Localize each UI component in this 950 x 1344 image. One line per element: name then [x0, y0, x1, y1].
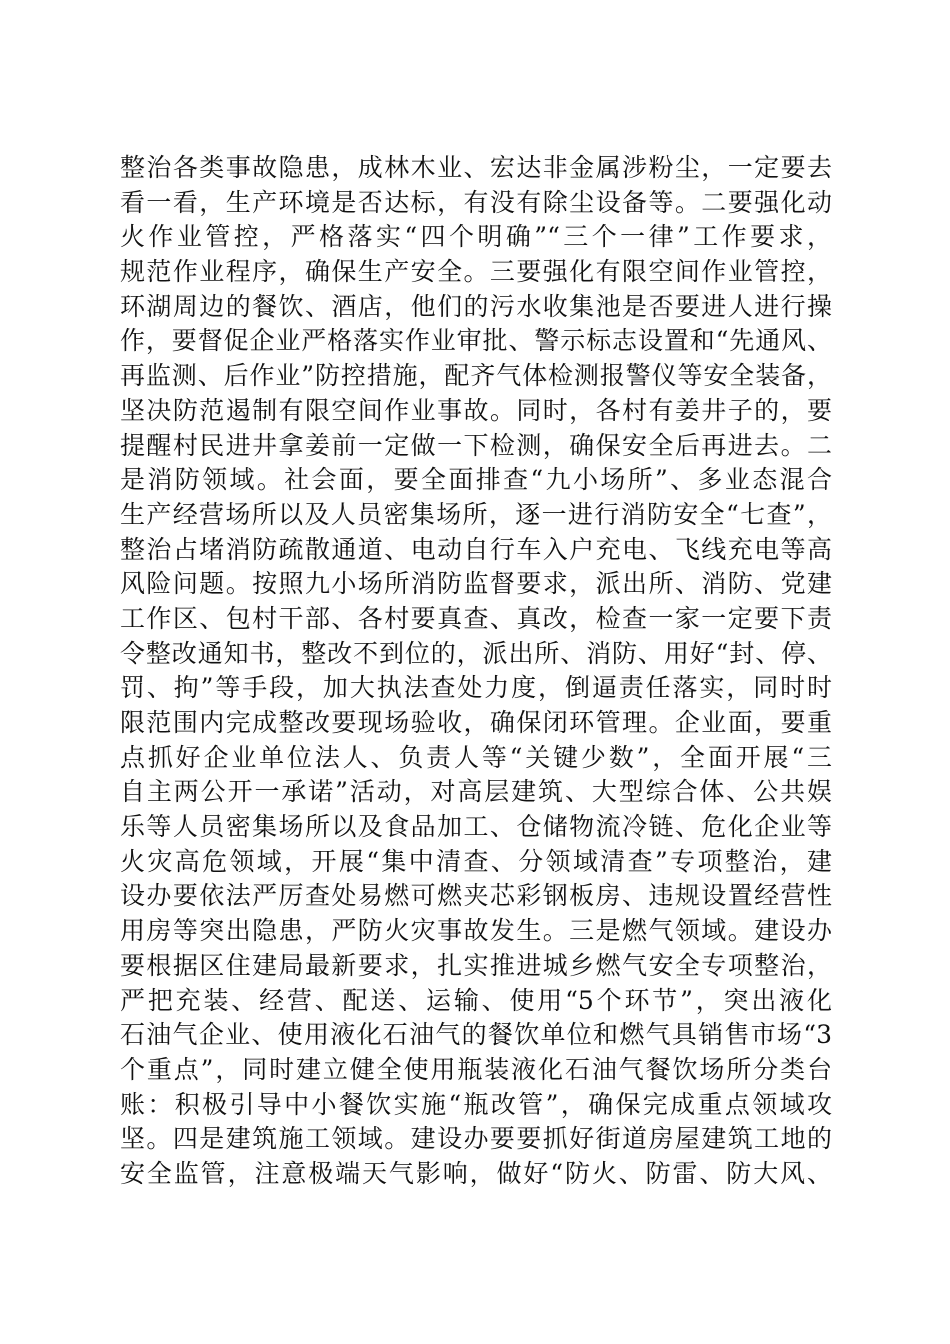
text-line: 规范作业程序，确保生产安全。三要强化有限空间作业管控， — [120, 257, 832, 287]
text-line: 看一看，生产环境是否达标，有没有除尘设备等。二要强化动 — [120, 187, 832, 217]
text-line: 账：积极引导中小餐饮实施“瓶改管”，确保完成重点领域攻 — [120, 1089, 832, 1119]
text-line: 要根据区住建局最新要求，扎实推进城乡燃气安全专项整治， — [120, 950, 832, 980]
text-line: 火作业管控，严格落实“四个明确”“三个一律”工作要求， — [120, 222, 832, 252]
text-line: 个重点”，同时建立健全使用瓶装液化石油气餐饮场所分类台 — [120, 1054, 832, 1084]
text-line: 生产经营场所以及人员密集场所，逐一进行消防安全“七查”， — [120, 499, 832, 529]
text-line: 是消防领域。社会面，要全面排查“九小场所”、多业态混合 — [120, 465, 832, 495]
text-line: 整治各类事故隐患，成林木业、宏达非金属涉粉尘，一定要去 — [120, 153, 832, 182]
body-text — [120, 151, 832, 1192]
text-line: 整治占堵消防疏散通道、电动自行车入户充电、飞线充电等高 — [120, 534, 832, 564]
text-line: 坚决防范遏制有限空间作业事故。同时，各村有姜井子的，要 — [120, 395, 832, 425]
text-line: 提醒村民进井拿姜前一定做一下检测，确保安全后再进去。二 — [120, 430, 832, 460]
text-line: 坚。四是建筑施工领域。建设办要要抓好街道房屋建筑工地的 — [120, 1124, 832, 1154]
text-line: 环湖周边的餐饮、酒店，他们的污水收集池是否要进人进行操 — [120, 291, 832, 321]
text-line: 罚、拘”等手段，加大执法查处力度，倒逼责任落实，同时时 — [120, 673, 832, 703]
text-line: 令整改通知书，整改不到位的，派出所、消防、用好“封、停、 — [120, 638, 832, 668]
text-line: 用房等突出隐患，严防火灾事故发生。三是燃气领域。建设办 — [120, 916, 832, 946]
text-line: 再监测、后作业”防控措施，配齐气体检测报警仪等安全装备， — [120, 361, 832, 391]
text-line: 工作区、包村干部、各村要真查、真改，检查一家一定要下责 — [120, 603, 832, 633]
text-line: 安全监管，注意极端天气影响，做好“防火、防雷、防大风、 — [120, 1158, 832, 1188]
text-line: 自主两公开一承诺”活动，对高层建筑、大型综合体、公共娱 — [120, 777, 832, 807]
text-line: 火灾高危领域，开展“集中清查、分领域清查”专项整治，建 — [120, 846, 832, 876]
text-line: 严把充装、经营、配送、运输、使用“5个环节”，突出液化 — [120, 985, 832, 1015]
text-line: 限范围内完成整改要现场验收，确保闭环管理。企业面，要重 — [120, 708, 832, 737]
text-line: 作，要督促企业严格落实作业审批、警示标志设置和“先通风、 — [120, 326, 832, 356]
text-line: 乐等人员密集场所以及食品加工、仓储物流冷链、危化企业等 — [120, 812, 832, 842]
text-line: 石油气企业、使用液化石油气的餐饮单位和燃气具销售市场“3 — [120, 1020, 832, 1050]
text-line: 设办要依法严厉查处易燃可燃夹芯彩钢板房、违规设置经营性 — [120, 881, 832, 911]
text-line: 点抓好企业单位法人、负责人等“关键少数”，全面开展“三 — [120, 742, 832, 772]
text-line: 风险问题。按照九小场所消防监督要求，派出所、消防、党建 — [120, 569, 832, 599]
